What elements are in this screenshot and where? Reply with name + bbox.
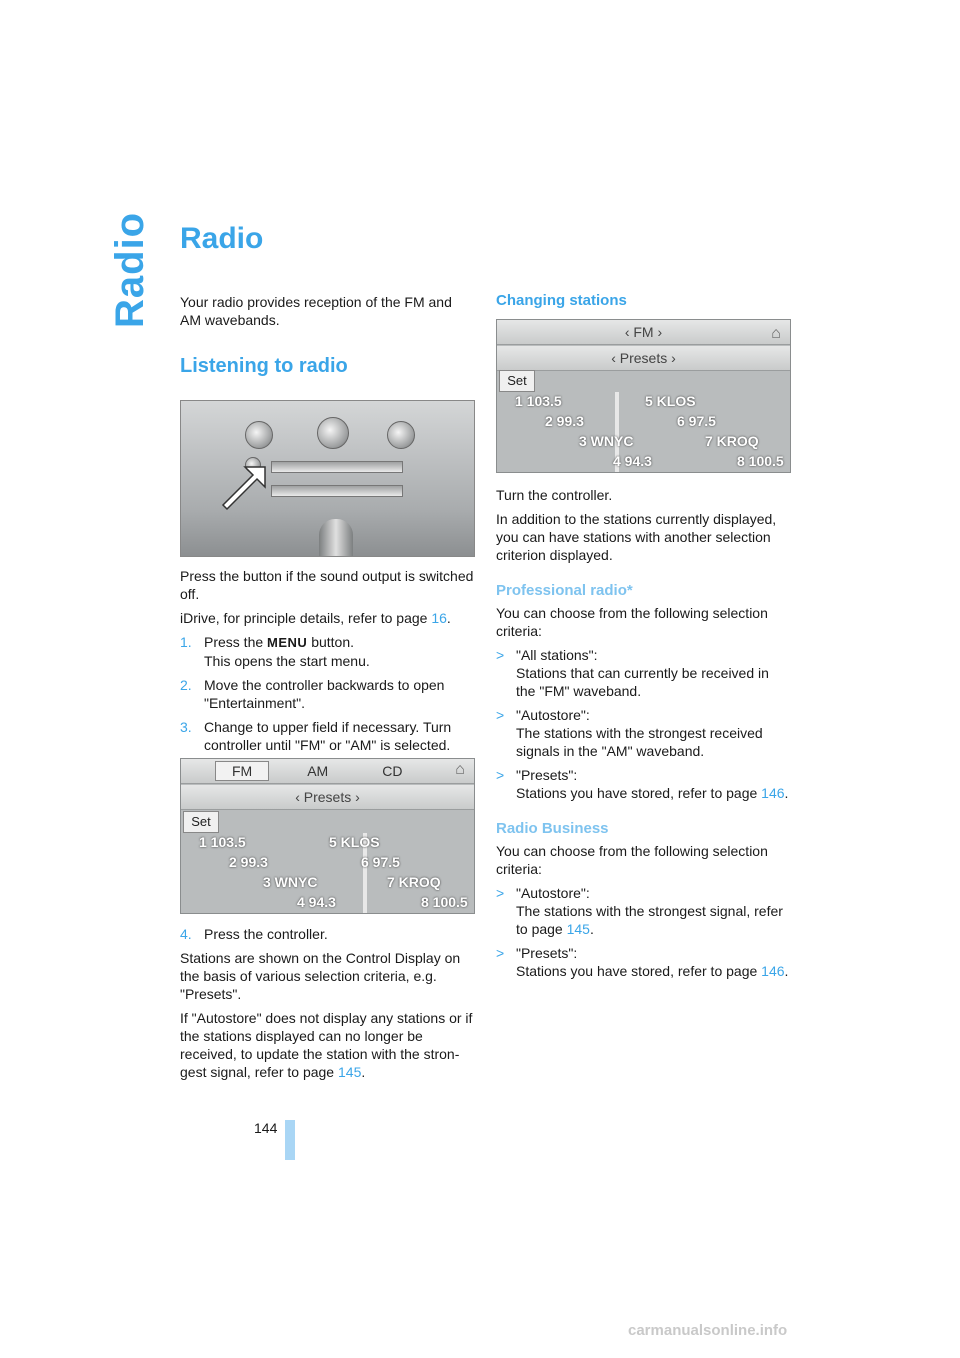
waveband-bar: ‹ FM › ⌂ [497, 320, 790, 345]
page-link[interactable]: 145 [338, 1064, 362, 1080]
turn-controller-text: Turn the controller. [496, 487, 613, 503]
dashboard-knob [317, 417, 349, 449]
page-link[interactable]: 16 [431, 610, 447, 626]
presets-bar: ‹ Presets › [181, 785, 474, 810]
home-icon: ⌂ [771, 325, 781, 342]
page-number: 144 [254, 1120, 278, 1136]
step-4: 4. Press the controller. [180, 926, 328, 942]
page-title: Radio [180, 222, 264, 255]
set-button: Set [183, 811, 219, 833]
display-screenshot-2 [496, 319, 791, 473]
tab-fm: FM [215, 761, 269, 781]
station-row: 3 WNYC 7 KROQ [263, 874, 441, 890]
station-row: 4 94.3 8 100.5 [613, 453, 784, 469]
display-screenshot-1 [180, 758, 475, 914]
bullet-item: > "Autostore": The stations with the strongest received signals in the "AM" waveband. [496, 707, 763, 759]
footer-accent-bar [285, 1120, 295, 1160]
dashboard-knob [387, 421, 415, 449]
set-button: Set [499, 370, 535, 392]
heading-professional: Professional radio* [496, 582, 633, 599]
menu-key-icon: MENU [267, 635, 308, 650]
station-row: 2 99.3 6 97.5 [545, 413, 716, 429]
station-row: 4 94.3 8 100.5 [297, 894, 468, 910]
tab-am: AM [307, 763, 329, 779]
left-column-body [180, 567, 475, 760]
dashboard-knob [245, 421, 273, 449]
right-column-head [496, 292, 791, 310]
station-row: 2 99.3 6 97.5 [229, 854, 400, 870]
step-1: 1. Press the MENU button. This opens the start menu. [180, 634, 370, 669]
presets-bar: ‹ Presets › [497, 346, 790, 371]
page-link[interactable]: 146 [761, 963, 785, 979]
bullet-item: > "All stations": Stations that can currently be received in the "FM" waveband. [496, 647, 769, 699]
bullet-item: > "Autostore": The stations with the strongest signal, refer to page 145. [496, 885, 783, 937]
stations-text: Stations are shown on the Control Display on the basis of various selection criteria, e.g. "Presets". [180, 950, 461, 1002]
business-intro: You can choose from the following selection criteria: [496, 843, 768, 877]
sound-off-text: Press the button if the sound output is switched off. [180, 568, 474, 602]
idrive-ref-text: iDrive, for principle details, refer to page 16. [180, 610, 451, 626]
bullet-item: > "Presets": Stations you have stored, refer to page 146. [496, 767, 789, 801]
additional-stations-text: In addition to the stations currently displayed, you can have stations with another selection criterion displayed. [496, 511, 777, 563]
step-3: 3. Change to upper field if necessary. Turn controller until "FM" or "AM" is selected. [180, 719, 452, 753]
dashboard-photo [180, 400, 475, 557]
station-row: 3 WNYC 7 KROQ [579, 433, 759, 449]
home-icon: ⌂ [455, 761, 465, 778]
cd-slot [271, 461, 403, 473]
left-column [180, 293, 475, 375]
page-link[interactable]: 146 [761, 785, 785, 801]
waveband-tabs [181, 759, 474, 784]
station-row: 1 103.5 5 KLOS [515, 393, 696, 409]
professional-intro: You can choose from the following selection criteria: [496, 605, 768, 639]
tab-cd: CD [382, 763, 403, 779]
watermark: carmanualsonline.info [628, 1322, 788, 1339]
arrow-icon [211, 463, 271, 523]
gear-stick [319, 519, 353, 557]
left-column-end [180, 925, 475, 1087]
right-column-body [496, 486, 791, 986]
intro-text: Your radio provides reception of the FM and AM wavebands. [180, 294, 452, 328]
heading-business: Radio Business [496, 820, 609, 837]
cd-slot [271, 485, 403, 497]
station-row: 1 103.5 5 KLOS [199, 834, 380, 850]
step-2: 2. Move the controller backwards to open "Entertainment". [180, 677, 445, 711]
autostore-text: If "Autostore" does not display any stations or if the stations displayed can no longer be received, to update the station with the stron-gest signal, refer to page 145. [180, 1010, 473, 1080]
heading-listening: Listening to radio [180, 355, 348, 377]
side-title: Radio [108, 211, 152, 328]
heading-changing: Changing stations [496, 292, 627, 309]
page-link[interactable]: 145 [566, 921, 590, 937]
bullet-item: > "Presets": Stations you have stored, refer to page 146. [496, 945, 789, 979]
